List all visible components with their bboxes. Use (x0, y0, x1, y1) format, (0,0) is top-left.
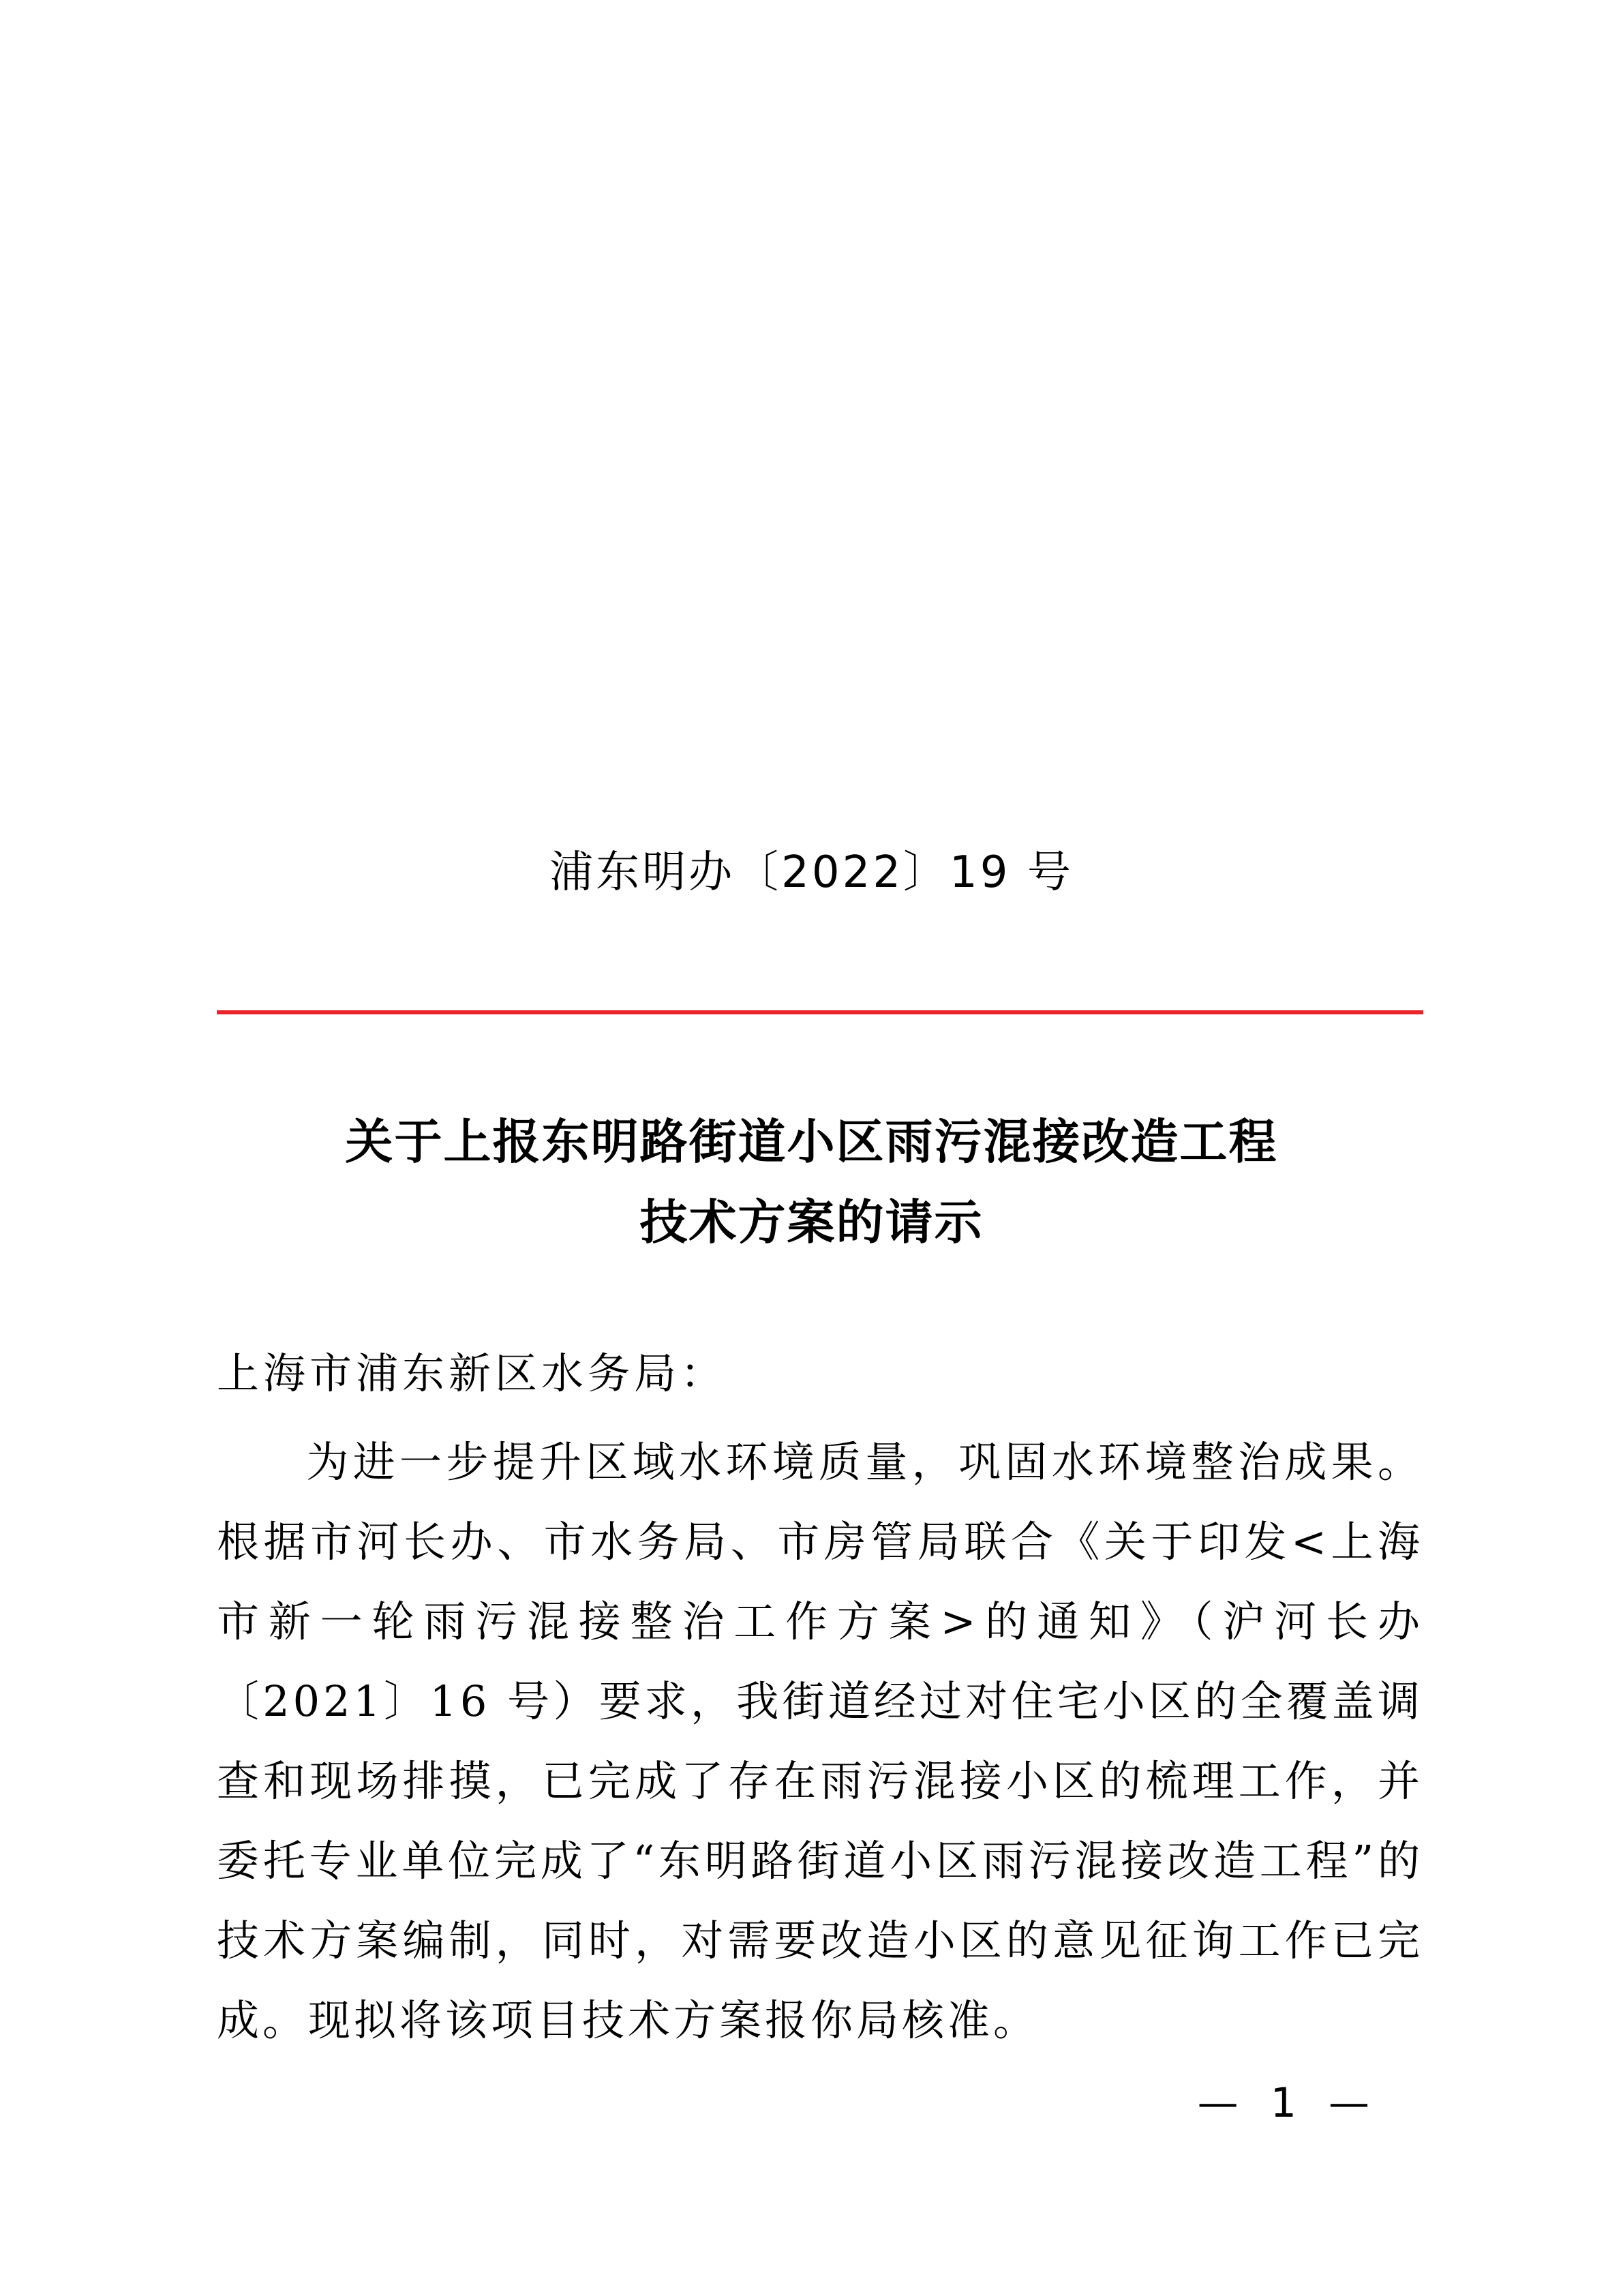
salutation: 上海市浦东新区水务局： (217, 1348, 727, 1398)
document-number: 浦东明办〔2022〕19 号 (549, 847, 1074, 898)
body-paragraph-text: 为进一步提升区域水环境质量，巩固水环境整治成果。根据市河长办、市水务局、市房管局联合《关于印发<上海市新一轮雨污混接整治工作方案>的通知》（沪河长办〔2021〕16 号）要求，我街道经过对住宅小区的全覆盖调查和现场排摸，已完成了存在雨污混接小区的梳理工作，并委托专业单位完成了“东明路街道小区雨污混接改造工程”的技术方案编制，同时，对需要改造小区的意见征询工作已完成。现拟将该项目技术方案报你局核准。 (217, 1437, 1423, 2045)
document-title-line-1: 关于上报东明路街道小区雨污混接改造工程 (345, 1113, 1278, 1170)
body-paragraph (217, 1422, 1423, 2060)
document-title-line-2: 技术方案的请示 (639, 1194, 984, 1250)
page-number: — 1 — (1197, 2079, 1379, 2127)
red-separator-line (217, 1010, 1423, 1014)
